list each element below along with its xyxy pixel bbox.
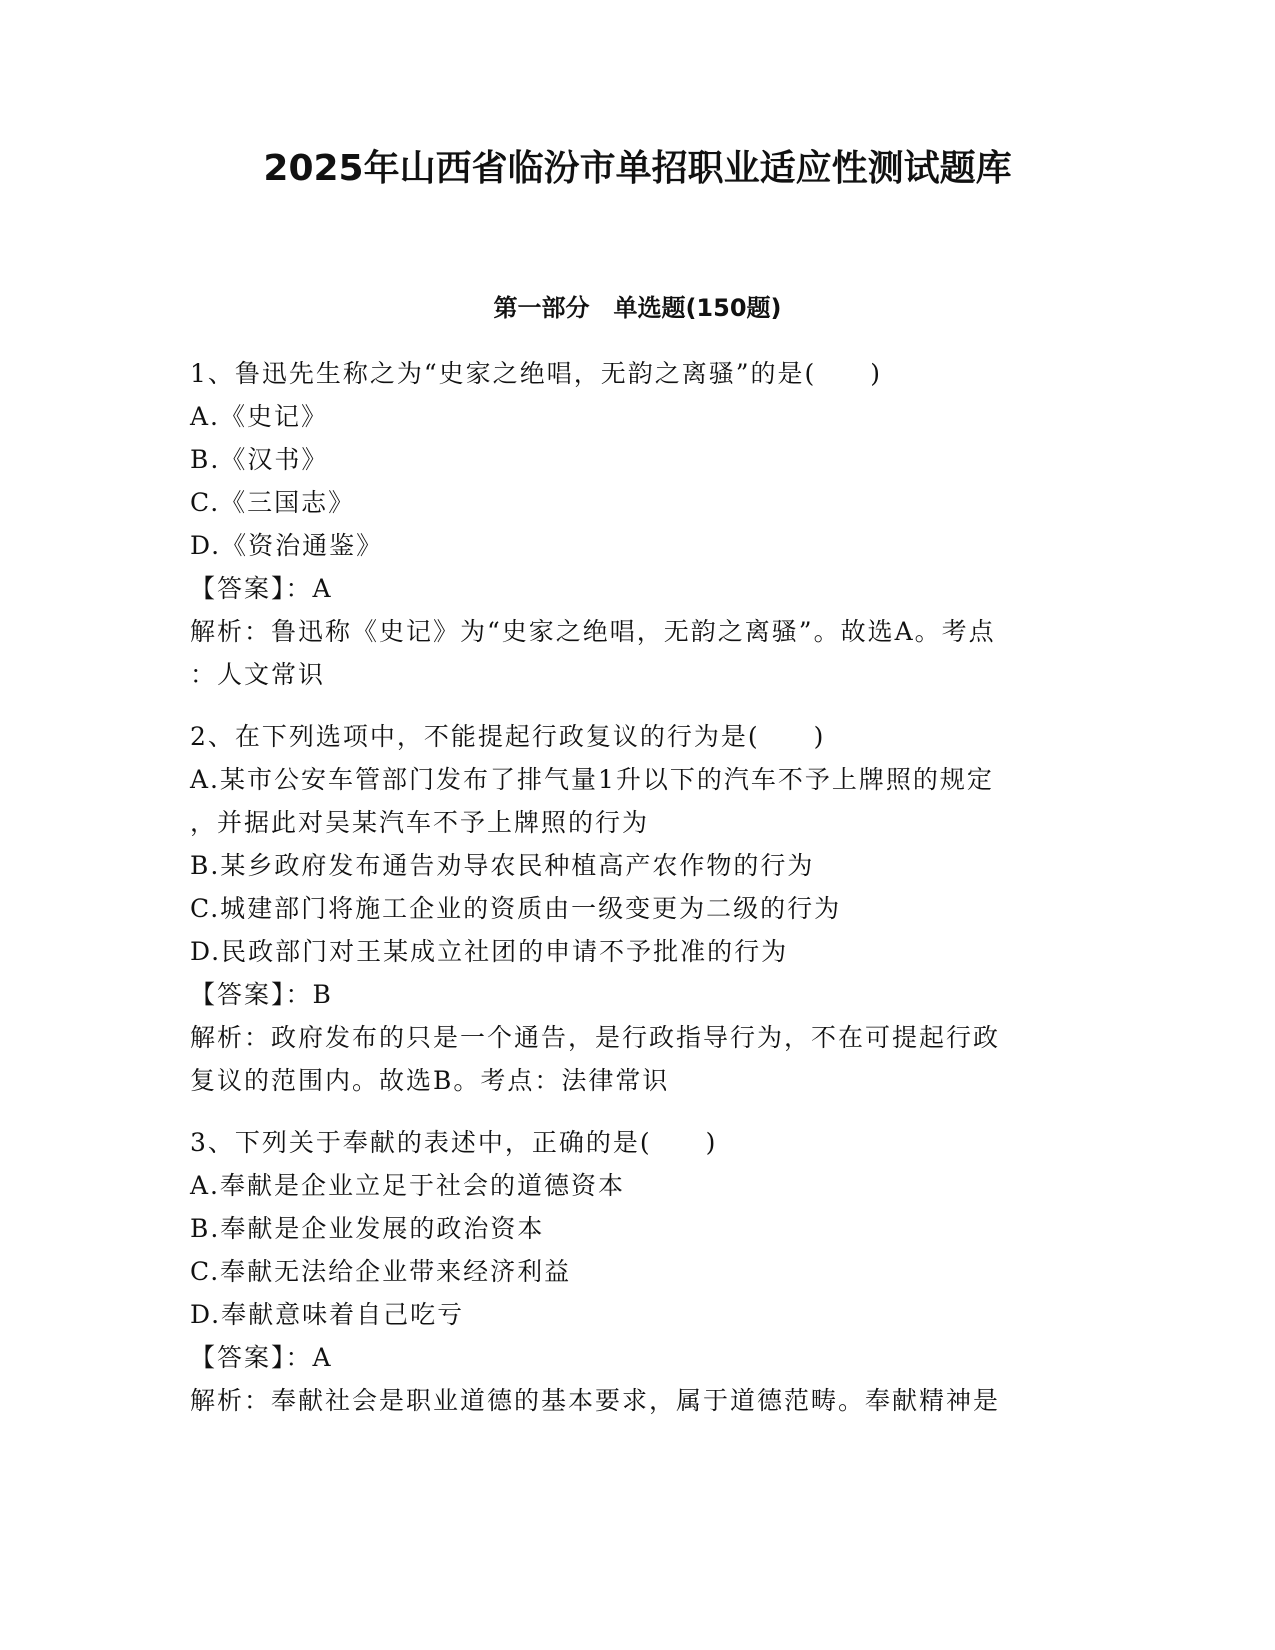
analysis-line: 复议的范围内。故选B。考点：法律常识 — [190, 1066, 670, 1095]
option-a-continued: ，并据此对吴某汽车不予上牌照的行为 — [190, 808, 650, 837]
analysis-line: 解析：鲁迅称《史记》为“史家之绝唱，无韵之离骚”。故选A。考点 — [190, 617, 996, 646]
option-a: A.奉献是企业立足于社会的道德资本 — [190, 1171, 626, 1200]
question-2 — [190, 715, 1090, 1102]
question-stem: 3、下列关于奉献的表述中，正确的是( ) — [190, 1128, 718, 1157]
question-stem: 2、在下列选项中，不能提起行政复议的行为是( ) — [190, 722, 826, 751]
question-spacer — [190, 696, 1090, 715]
analysis-line: 解析：奉献社会是职业道德的基本要求，属于道德范畴。奉献精神是 — [190, 1386, 1001, 1415]
answer-line: 【答案】：A — [190, 574, 333, 603]
question-list — [190, 352, 1090, 1422]
answer-line: 【答案】：B — [190, 980, 333, 1009]
question-1 — [190, 352, 1090, 696]
question-stem: 1、鲁迅先生称之为“史家之绝唱，无韵之离骚”的是( ) — [190, 359, 882, 388]
option-b: B.奉献是企业发展的政治资本 — [190, 1214, 545, 1243]
option-b: B.某乡政府发布通告劝导农民种植高产农作物的行为 — [190, 851, 815, 880]
option-d: D.《资治通鉴》 — [190, 531, 384, 560]
document-title: 2025年山西省临汾市单招职业适应性测试题库 — [263, 148, 1012, 189]
option-a: A.《史记》 — [190, 402, 329, 431]
analysis-line: 解析：政府发布的只是一个通告，是行政指导行为，不在可提起行政 — [190, 1023, 1001, 1052]
option-b: B.《汉书》 — [190, 445, 329, 474]
option-c: C.城建部门将施工企业的资质由一级变更为二级的行为 — [190, 894, 842, 923]
section-heading: 第一部分 单选题(150题) — [493, 294, 782, 322]
option-d: D.民政部门对王某成立社团的申请不予批准的行为 — [190, 937, 789, 966]
option-c: C.《三国志》 — [190, 488, 356, 517]
option-d: D.奉献意味着自己吃亏 — [190, 1300, 465, 1329]
answer-line: 【答案】：A — [190, 1343, 333, 1372]
option-a: A.某市公安车管部门发布了排气量1升以下的汽车不予上牌照的规定 — [190, 765, 994, 794]
analysis-line: ：人文常识 — [190, 660, 326, 689]
question-spacer — [190, 1102, 1090, 1121]
option-c: C.奉献无法给企业带来经济利益 — [190, 1257, 572, 1286]
question-3 — [190, 1121, 1090, 1422]
